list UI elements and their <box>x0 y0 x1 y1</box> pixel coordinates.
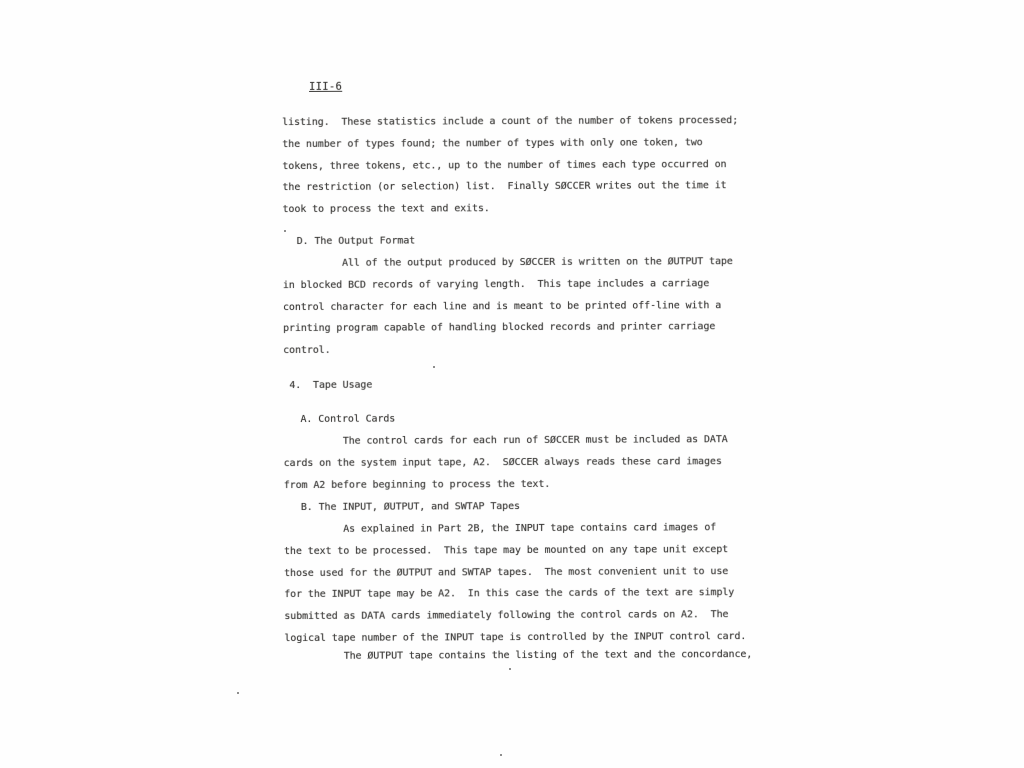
paragraph-tapes <box>284 517 746 650</box>
text-line: those used for the ØUTPUT and SWTAP tapes. The most convenient unit to use <box>284 565 729 579</box>
paragraph-output-tape <box>284 644 752 668</box>
subsection-heading-a <box>300 409 395 431</box>
scan-speck <box>284 230 286 232</box>
paragraph-control-cards <box>284 429 728 496</box>
text-line: logical tape number of the INPUT tape is controlled by the INPUT control card. <box>284 631 747 645</box>
text-line: tokens, three tokens, etc., up to the number of times each type occurred on <box>282 158 727 172</box>
scan-speck <box>433 366 435 368</box>
text-line: control character for each line and is meant to be printed off-line with a <box>282 299 722 313</box>
subsection-heading-b <box>301 496 520 519</box>
text-line: in blocked BCD records of varying length. This tape includes a carriage <box>282 278 710 291</box>
text-line: from A2 before beginning to process the text. <box>283 478 551 491</box>
paragraph-output-format <box>283 251 733 362</box>
heading-text: A. Control Cards <box>300 413 396 425</box>
heading-text: B. The INPUT, ØUTPUT, and SWTAP Tapes <box>300 501 520 513</box>
text-line: for the INPUT tape may be A2. In this case the cards of the text are simply <box>284 587 735 601</box>
text-line: the restriction (or selection) list. Finally SØCCER writes out the time it <box>282 180 727 194</box>
section-heading-tape-usage <box>289 375 372 397</box>
scan-speck <box>237 692 239 694</box>
text-line: As explained in Part 2B, the INPUT tape contains card images of <box>283 522 717 536</box>
page-number: III-6 <box>309 80 343 93</box>
subsection-heading-d <box>297 230 416 252</box>
scanned-document-page <box>282 0 775 768</box>
text-line: cards on the system input tape, A2. SØCCER always reads these card images <box>283 455 722 469</box>
text-line: control. <box>283 345 331 357</box>
paragraph-continuation <box>282 110 738 221</box>
text-line: The control cards for each run of SØCCER must be included as DATA <box>283 434 728 448</box>
text-line: the number of types found; the number of types with only one token, two <box>282 137 703 150</box>
scan-speck <box>500 754 502 756</box>
text-line: listing. These statistics include a count of the number of tokens processed; <box>282 115 739 129</box>
scan-speck <box>509 668 511 670</box>
text-line: The ØUTPUT tape contains the listing of the text and the concordance, <box>284 649 753 663</box>
text-line: All of the output produced by SØCCER is written on the ØUTPUT tape <box>282 256 733 270</box>
text-line: took to process the text and exits. <box>282 203 490 216</box>
heading-text: D. The Output Format <box>296 235 416 248</box>
heading-text: 4. Tape Usage <box>289 379 373 392</box>
text-line: submitted as DATA cards immediately following the control cards on A2. The <box>284 609 729 623</box>
text-line: printing program capable of handling blocked records and printer carriage <box>283 321 716 335</box>
text-line: the text to be processed. This tape may be mounted on any tape unit except <box>284 543 729 557</box>
